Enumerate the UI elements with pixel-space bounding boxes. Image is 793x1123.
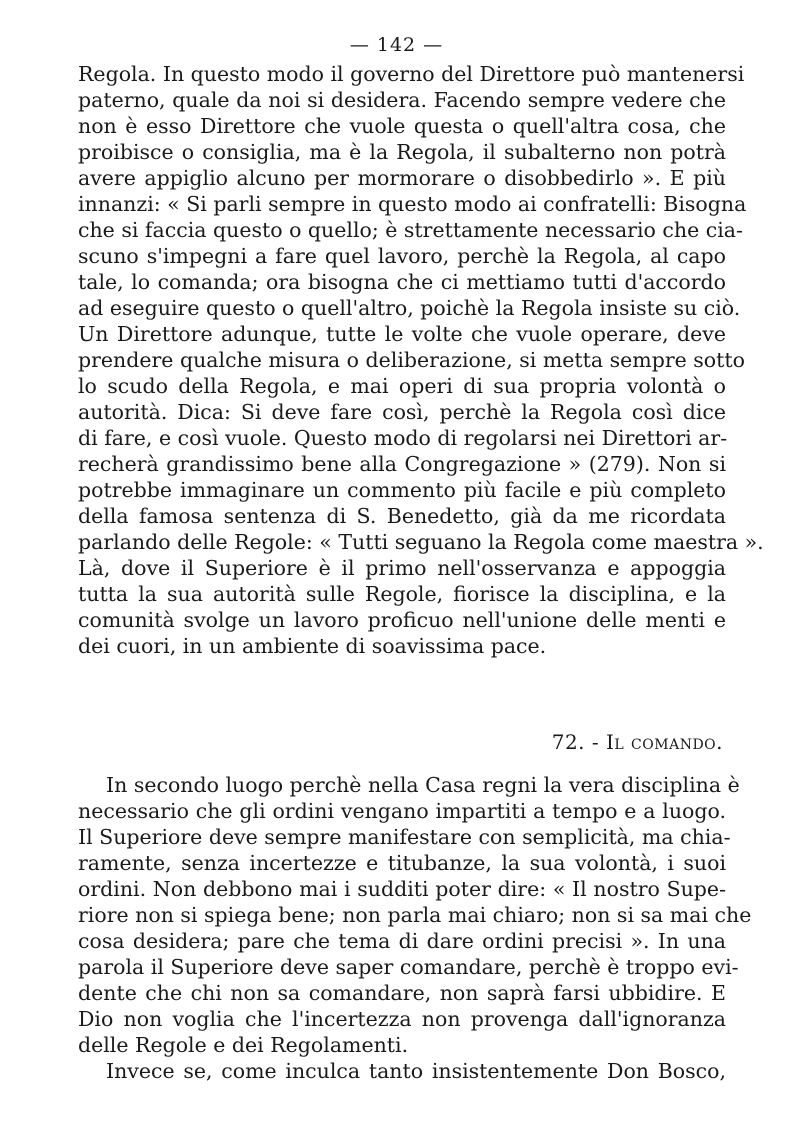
- text-line: proibisce o consiglia, ma è la Regola, il subalterno non potrà: [78, 140, 726, 164]
- paragraph-2: [78, 772, 752, 1084]
- text-line: che si faccia questo o quello; è strettamente necessario che cia-: [78, 218, 743, 242]
- text-line: scuno s'impegni a fare quel lavoro, perchè la Regola, al capo: [78, 244, 726, 268]
- text-line: autorità. Dica: Si deve fare così, perchè la Regola così dice: [78, 400, 726, 424]
- paragraph-1: [78, 61, 764, 659]
- text-line: delle Regole e dei Regolamenti.: [78, 1033, 409, 1057]
- text-line: tale, lo comanda; ora bisogna che ci mettiamo tutti d'accordo: [78, 270, 726, 294]
- text-line: della famosa sentenza di S. Benedetto, già da me ricordata: [78, 504, 726, 528]
- text-line: necessario che gli ordini vengano impartiti a tempo e a luogo.: [78, 799, 726, 823]
- text-line: paterno, quale da noi si desidera. Facendo sempre vedere che: [78, 88, 726, 112]
- text-line: tutta la sua autorità sulle Regole, fiorisce la disciplina, e la: [78, 582, 726, 606]
- text-line: ramente, senza incertezze e titubanze, la sua volontà, i suoi: [78, 851, 726, 875]
- text-line: Là, dove il Superiore è il primo nell'osservanza e appoggia: [78, 556, 726, 580]
- text-line: Regola. In questo modo il governo del Direttore può mantenersi: [78, 62, 745, 86]
- text-line: riore non si spiega bene; non parla mai chiaro; non si sa mai che: [78, 903, 752, 927]
- text-line: Un Direttore adunque, tutte le volte che vuole operare, deve: [78, 322, 726, 346]
- text-line: recherà grandissimo bene alla Congregazione » (279). Non si: [78, 452, 726, 476]
- text-line: innanzi: « Si parli sempre in questo modo ai confratelli: Bisogna: [78, 192, 747, 216]
- text-line: di fare, e così vuole. Questo modo di regolarsi nei Direttori ar-: [78, 426, 728, 450]
- text-line: In secondo luogo perchè nella Casa regni la vera disciplina è: [106, 773, 740, 797]
- text-line: Dio non voglia che l'incertezza non provenga dall'ignoranza: [78, 1007, 726, 1031]
- text-line: Invece se, come inculca tanto insistentemente Don Bosco,: [106, 1059, 726, 1083]
- text-line: dei cuori, in un ambiente di soavissima pace.: [78, 634, 547, 658]
- page-number: — 142 —: [349, 34, 444, 56]
- text-line: ad eseguire questo o quell'altro, poichè la Regola insiste su ciò.: [78, 296, 741, 320]
- text-line: comunità svolge un lavoro proficuo nell'unione delle menti e: [78, 608, 726, 632]
- text-line: ordini. Non debbono mai i sudditi poter dire: « Il nostro Supe-: [78, 877, 726, 901]
- text-line: Il Superiore deve sempre manifestare con semplicità, ma chia-: [78, 825, 731, 849]
- text-line: non è esso Direttore che vuole questa o quell'altra cosa, che: [78, 114, 726, 138]
- section-number: 72. -: [551, 730, 606, 754]
- text-line: potrebbe immaginare un commento più facile e più completo: [78, 478, 726, 502]
- text-line: parlando delle Regole: « Tutti seguano la Regola come maestra ».: [78, 530, 764, 554]
- text-line: avere appiglio alcuno per mormorare o disobbedirlo ». E più: [78, 166, 726, 190]
- section-heading: [552, 730, 723, 754]
- text-line: cosa desidera; pare che tema di dare ordini precisi ». In una: [78, 929, 726, 953]
- section-title: Il comando.: [606, 730, 723, 754]
- text-line: dente che chi non sa comandare, non saprà farsi ubbidire. E: [78, 981, 726, 1005]
- text-line: lo scudo della Regola, e mai operi di sua propria volontà o: [78, 374, 726, 398]
- text-line: parola il Superiore deve saper comandare, perchè è troppo evi-: [78, 955, 739, 979]
- text-line: prendere qualche misura o deliberazione, si metta sempre sotto: [78, 348, 745, 372]
